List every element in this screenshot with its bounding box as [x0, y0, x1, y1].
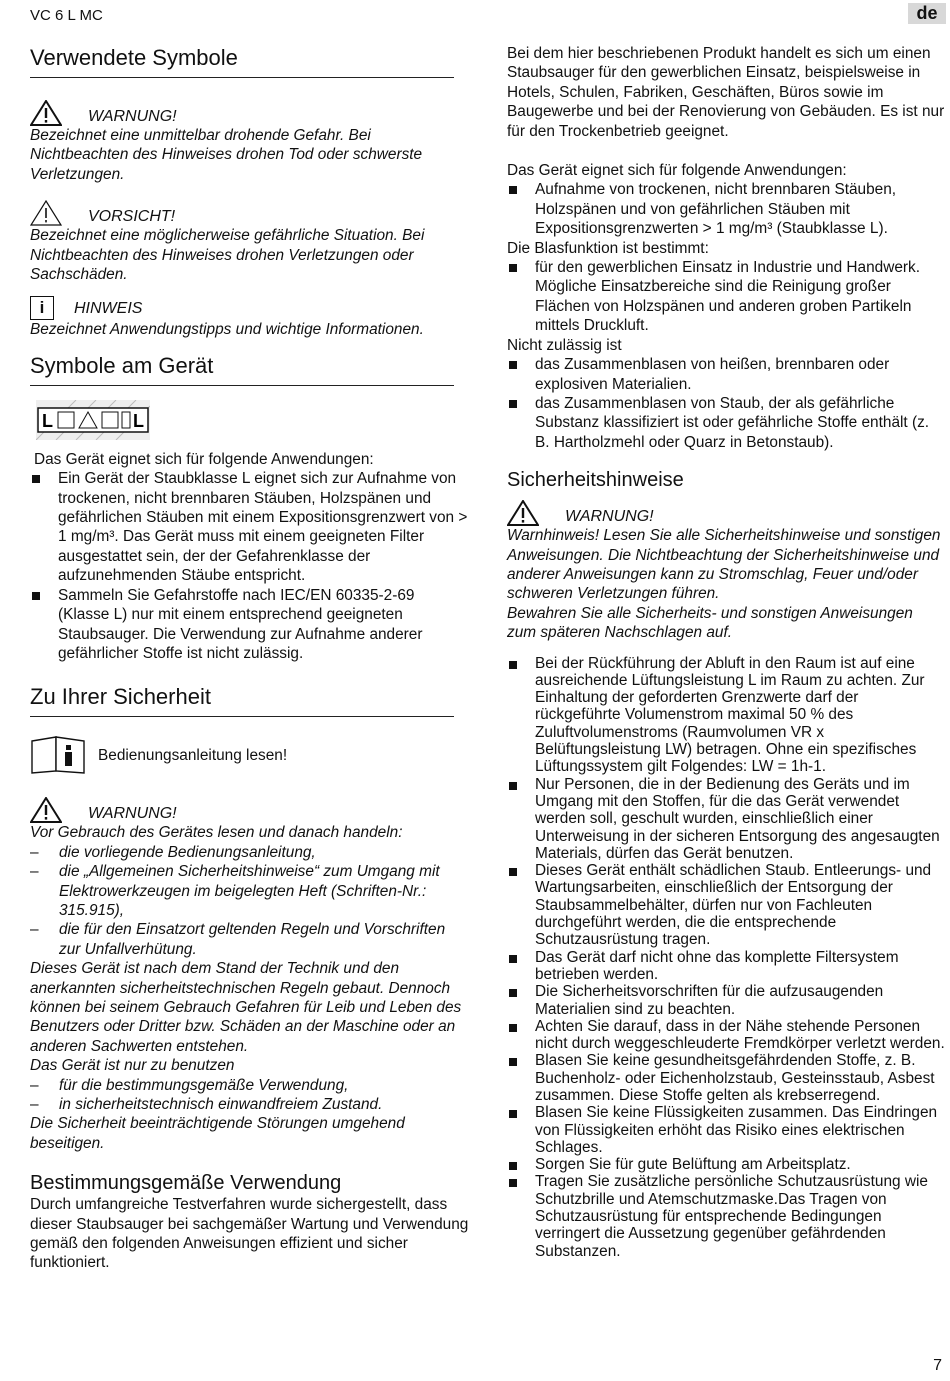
list-item: für den gewerblichen Einsatz in Industrie und Handwerk. Mögliche Einsatzbereiche sind die Reinigung großer Flächen von Holzspänen und anderen groben Partikeln mittels Druckluft. — [507, 258, 945, 336]
manual-note — [30, 735, 470, 775]
list-item: Sorgen Sie für gute Belüftung am Arbeitsplatz. — [507, 1156, 945, 1173]
caution-label: VORSICHT! — [88, 207, 176, 225]
uses-intro: Das Gerät eignet sich für folgende Anwendungen: — [507, 162, 847, 180]
list-item: Nur Personen, die in der Bedienung des Geräts und im Umgang mit den Stoffen, für die das Gerät verwendet werden soll, geschult wurden, einschließlich einer Unterweisung in der sicheren Entsorgung des angesaugten Materials, dürfen das Gerät benutzen. — [507, 776, 945, 862]
read-manual-icon — [30, 735, 86, 775]
caution-description: Bezeichnet eine möglicherweise gefährliche Situation. Bei Nichtbeachten des Hinweises drohen Verletzungen oder Sachschäden. — [30, 227, 425, 284]
list-item: Bei der Rückführung der Abluft in den Raum ist auf eine ausreichende Lüftungsleistung L im Raum zu achten. Zur Einhaltung der geforderten Grenzwerte darf der rückgeführte Volumenstrom maximal 50 % des Zuluftvolumenstroms (Raumvolumen VR x Belüftungsleistung LW) betragen. Ohne ein spezifisches Lüftungssystem gilt Folgendes: LW = 1h-1. — [507, 655, 945, 776]
list-item: Das Gerät darf nicht ohne das komplette Filtersystem betrieben werden. — [507, 949, 945, 984]
hint-label: HINWEIS — [74, 299, 143, 317]
warning-triangle-icon — [507, 500, 539, 526]
section-title-safety: Zu Ihrer Sicherheit — [30, 683, 454, 717]
warning-triangle-icon — [30, 797, 62, 823]
device-intro: Das Gerät eignet sich für folgende Anwendungen: — [34, 450, 374, 468]
list-item: Blasen Sie keine gesundheitsgefährdenden Stoffe, z. B. Buchenholz- oder Eichenholzstaub, Gesteinsstaub, Asbest zusammen. Diese Stoffe gelten als krebserregend. — [507, 1052, 945, 1104]
page-number: 7 — [933, 1357, 942, 1374]
usage-conditions-list — [30, 1076, 470, 1115]
list-item: Dieses Gerät enthält schädlichen Staub. Entleerungs- und Wartungsarbeiten, einschließlich der Entsorgung der Staubsammelbehälter, dürfen nur von Fachleuten durchgeführt werden, die die entsprechende Schutzausrüstung tragen. — [507, 862, 945, 948]
warning-triangle-icon — [30, 100, 62, 126]
right-column — [507, 44, 945, 1260]
read-list — [30, 843, 470, 959]
info-icon: i — [30, 296, 54, 320]
warning-heading-3 — [507, 498, 945, 526]
warning-heading-2 — [30, 795, 470, 823]
list-item: – in sicherheitstechnisch einwandfreiem Zustand. — [30, 1095, 470, 1114]
warning-text: Warnhinweis! Lesen Sie alle Sicherheitshinweise und sonstigen Anweisungen. Die Nichtbeachtung der Sicherheitshinweise und anderer Anweisungen kann zu Stromschlag, Feuer und/oder schweren Verletzungen führen. — [507, 527, 941, 603]
section-title-device-symbols: Symbole am Gerät — [30, 352, 454, 386]
caution-triangle-icon — [30, 200, 62, 226]
warning-label: WARNUNG! — [88, 804, 177, 822]
warning-label: WARNUNG! — [88, 107, 177, 125]
not-allowed-intro: Nicht zulässig ist — [507, 336, 622, 354]
list-item: das Zusammenblasen von heißen, brennbaren oder explosiven Materialien. — [507, 355, 945, 394]
svg-text:L: L — [133, 410, 144, 431]
list-item: Aufnahme von trockenen, nicht brennbaren Stäuben, Holzspänen und von gefährlichen Stäuben mit Expositionsgrenzwerten > 1 mg/m³ (Staubklasse L). — [507, 180, 945, 238]
list-item: Tragen Sie zusätzliche persönliche Schutzausrüstung wie Schutzbrille und Atemschutzmaske.Das Tragen von Schutzausrüstung für entsprechende Bedingungen verringert die Aussetzung gegenüber gefährdenden Substanzen. — [507, 1173, 945, 1259]
left-column — [30, 44, 470, 1273]
safety-list — [507, 655, 945, 1260]
list-item: – die „Allgemeinen Sicherheitshinweise“ zum Umgang mit Elektrowerkzeugen im beigelegten Heft (Schriften-Nr.: 315.915), — [30, 862, 470, 920]
blow-intro: Die Blasfunktion ist bestimmt: — [507, 239, 709, 257]
section-title-safety-instructions: Sicherheitshinweise — [507, 469, 684, 492]
blow-list — [507, 258, 945, 336]
intended-use-text: Durch umfangreiche Testverfahren wurde sichergestellt, dass dieser Staubsauger bei sachgemäßer Wartung und Verwendung gemäß den folgenden Anweisungen effizient und sicher funktioniert. — [30, 1196, 469, 1272]
list-item: – die vorliegende Bedienungsanleitung, — [30, 843, 470, 862]
warning-paragraph: Dieses Gerät ist nach dem Stand der Technik und den anerkannten sicherheitstechnischen Regeln gebaut. Dennoch können bei seinem Gebrauch Gefahren für Leib und Leben des Benutzers oder Dritter bzw. Schäden an der Maschine oder an anderen Sachwerten entstehen. — [30, 960, 462, 1055]
dust-class-label — [36, 400, 470, 440]
language-badge: de — [908, 3, 946, 24]
section-title-symbols: Verwendete Symbole — [30, 44, 454, 78]
list-item: Ein Gerät der Staubklasse L eignet sich zur Aufnahme von trockenen, nicht brennbaren Stäuben, Holzspänen und gefährlichen Stäuben mit einem Expositionsgrenzwert von > 1 mg/m³. Das Gerät muss mit einem geeigneten Filter ausgestattet sein, der der Gefahrenklasse der aufzunehmenden Stäube entspricht. — [30, 469, 470, 585]
list-item: Achten Sie darauf, dass in der Nähe stehende Personen nicht durch weggeschleuderte Fremdkörper verletzt werden. — [507, 1018, 945, 1053]
list-item: Blasen Sie keine Flüssigkeiten zusammen. Das Eindringen von Flüssigkeiten erhöht das Risiko eines elektrischen Schlages. — [507, 1104, 945, 1156]
warning-label: WARNUNG! — [565, 507, 654, 525]
warning-paragraph: Die Sicherheit beeinträchtigende Störungen umgehend beseitigen. — [30, 1115, 405, 1152]
section-title-intended-use: Bestimmungsgemäße Verwendung — [30, 1172, 342, 1195]
svg-text:L: L — [42, 410, 53, 431]
product-intro: Bei dem hier beschriebenen Produkt handelt es sich um einen Staubsauger für den gewerblichen Einsatz, beispielsweise in Hotels, Schulen, Fabriken, Geschäften, Büros sowie im Baugewerbe und bei der Renovierung von Gebäuden. Es ist nur für den Trockenbetrieb geeignet. — [507, 45, 945, 140]
list-item: Die Sicherheitsvorschriften für die aufzusaugenden Materialien sind zu beachten. — [507, 983, 945, 1018]
caution-heading — [30, 198, 470, 226]
warning-heading — [30, 98, 470, 126]
warning-paragraph: Das Gerät ist nur zu benutzen — [30, 1057, 235, 1075]
dust-class-l-icon — [36, 400, 150, 440]
list-item: – die für den Einsatzort geltenden Regeln und Vorschriften zur Unfallverhütung. — [30, 920, 470, 959]
list-item: Sammeln Sie Gefahrstoffe nach IEC/EN 60335-2-69 (Klasse L) nur mit einem entsprechend geeigneten Staubsauger. Die Verwendung zur Aufnahme anderer gefährlicher Stoffe ist nicht zulässig. — [30, 586, 470, 664]
list-item: – für die bestimmungsgemäße Verwendung, — [30, 1076, 470, 1095]
uses-list — [507, 180, 945, 238]
hint-heading — [30, 296, 470, 320]
warning-intro: Vor Gebrauch des Gerätes lesen und danach handeln: — [30, 824, 403, 842]
list-item: das Zusammenblasen von Staub, der als gefährliche Substanz klassifiziert ist oder gefährliche Stoffe enthält (z. B. Hartholzmehl oder Quarz in Betonstaub). — [507, 394, 945, 452]
hint-description: Bezeichnet Anwendungstipps und wichtige Informationen. — [30, 321, 424, 339]
manual-text: Bedienungsanleitung lesen! — [98, 746, 288, 764]
not-allowed-list — [507, 355, 945, 452]
warning-text: Bewahren Sie alle Sicherheits- und sonstigen Anweisungen zum späteren Nachschlagen auf. — [507, 604, 913, 642]
warning-description: Bezeichnet eine unmittelbar drohende Gefahr. Bei Nichtbeachten des Hinweises drohen Tod oder schwerste Verletzungen. — [30, 127, 423, 183]
document-model: VC 6 L MC — [30, 7, 103, 24]
device-use-list — [30, 469, 470, 663]
